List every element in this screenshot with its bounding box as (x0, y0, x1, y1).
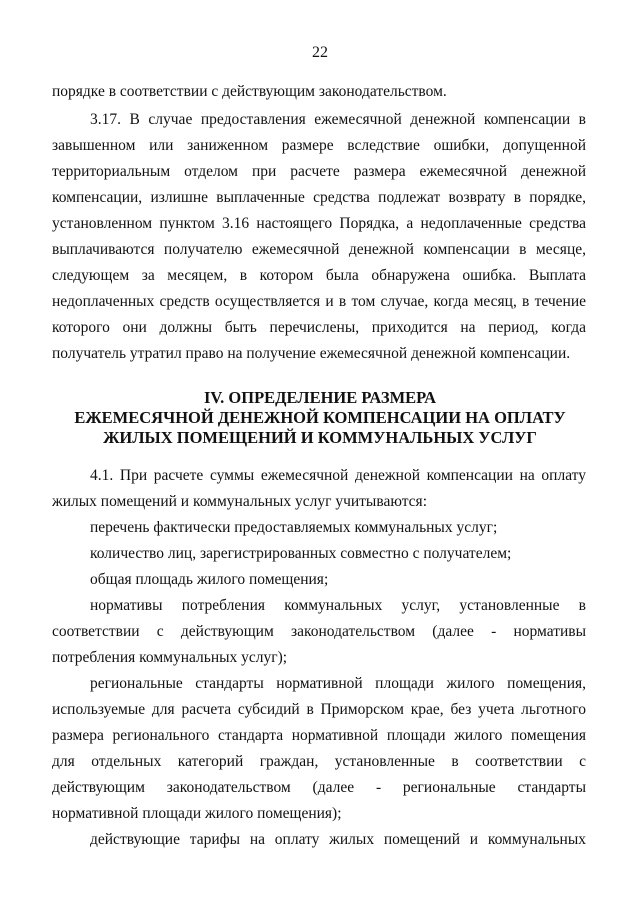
text-line: жилых помещений и коммунальных услуг учитываются: (52, 493, 427, 510)
page-number: 22 (312, 44, 328, 61)
text-line: нормативной площади жилого помещения); (52, 805, 342, 822)
list-item: нормативы потребления коммунальных услуг, установленные в (90, 597, 586, 614)
text-line: используемые для расчета субсидий в Приморском крае, без учета льготного (52, 701, 586, 718)
text-line: территориальным отделом при расчете размера ежемесячной денежной (52, 163, 586, 180)
text-line: действующим законодательством (далее - региональные стандарты (52, 779, 586, 796)
text-line: завышенном или заниженном размере вследствие ошибки, допущенной (52, 137, 586, 154)
text-line: которого они должны быть перечислены, приходится на период, когда (52, 319, 586, 336)
text-line: размера регионального стандарта нормативной площади жилого помещения (52, 727, 586, 744)
text-line: недоплаченных средств осуществляется и в том случае, когда месяц, в течение (52, 293, 586, 310)
text-line: 3.17. В случае предоставления ежемесячной денежной компенсации в (90, 111, 586, 128)
list-item: перечень фактически предоставляемых коммунальных услуг; (90, 519, 498, 536)
text-line: 4.1. При расчете суммы ежемесячной денежной компенсации на оплату (90, 467, 586, 484)
section-heading: ЕЖЕМЕСЯЧНОЙ ДЕНЕЖНОЙ КОМПЕНСАЦИИ НА ОПЛАТУ (74, 408, 566, 427)
text-line: соответствии с действующим законодательством (далее - нормативы (52, 623, 586, 640)
text-line: порядке в соответствии с действующим законодательством. (52, 83, 447, 100)
text-line: компенсации, излишне выплаченные средства подлежат возврату в порядке, (52, 189, 586, 206)
list-item: действующие тарифы на оплату жилых помещений и коммунальных (90, 831, 586, 848)
text-line: для отдельных категорий граждан, установленные в соответствии с (52, 753, 586, 770)
section-heading: ЖИЛЫХ ПОМЕЩЕНИЙ И КОММУНАЛЬНЫХ УСЛУГ (103, 428, 537, 447)
list-item: общая площадь жилого помещения; (90, 571, 329, 588)
section-heading: IV. ОПРЕДЕЛЕНИЕ РАЗМЕРА (203, 388, 437, 407)
text-line: потребления коммунальных услуг); (52, 649, 288, 666)
text-line: следующем за месяцем, в котором была обнаружена ошибка. Выплата (52, 267, 586, 284)
text-line: установленном пунктом 3.16 настоящего Порядка, а недоплаченные средства (52, 215, 586, 232)
text-line: выплачиваются получателю ежемесячной денежной компенсации в месяце, (52, 241, 586, 258)
text-line: получатель утратил право на получение ежемесячной денежной компенсации. (52, 345, 571, 362)
list-item: количество лиц, зарегистрированных совместно с получателем; (90, 545, 512, 562)
list-item: региональные стандарты нормативной площади жилого помещения, (90, 675, 586, 692)
